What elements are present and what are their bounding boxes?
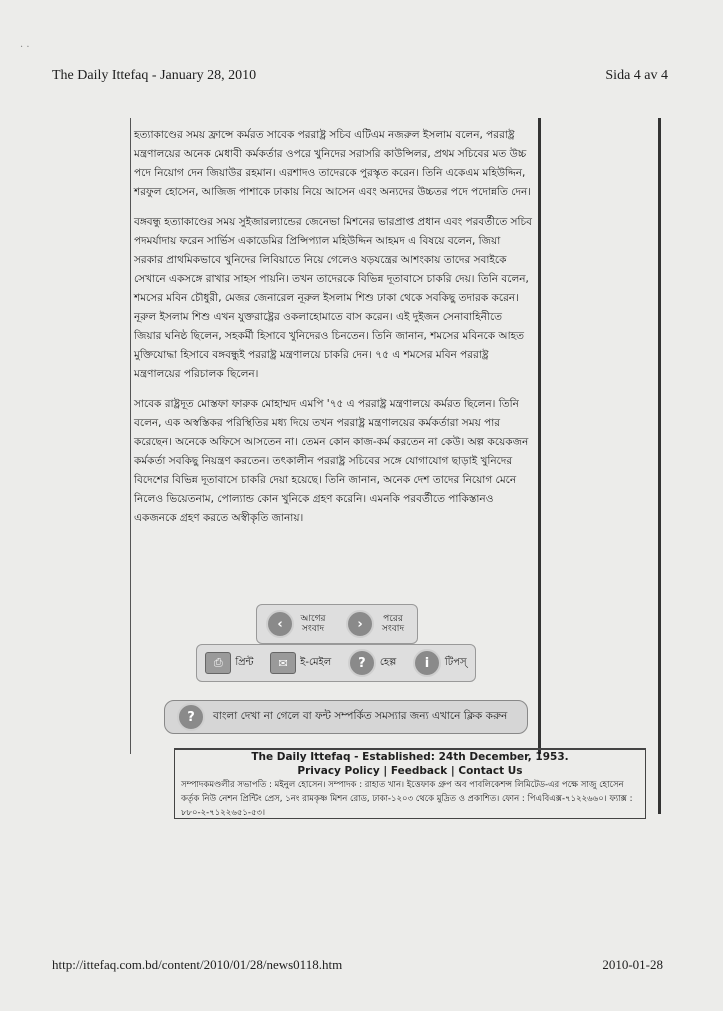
print-footer: [52, 957, 663, 973]
footer-credits: সম্পাদকমণ্ডলীর সভাপতি : মইনুল হোসেন। সম্পাদক : রাহাত খান। ইত্তেফাক গ্রুপ অব পাবলিকেশন্স লিমিটেড-এর পক্ষে সাজু হোসেন কর্তৃক নিউ নেশন প্রিন্টিং প্রেস, ১নং রামকৃষ্ণ মিশন রোড, ঢাকা-১২০৩ থেকে মুদ্রিত ও প্রকাশিত। ফোন : পিএবিএক্স-৭১২২৬৬০। ফ্যাক্স : ৮৮০-২-৭১২২৬৫১-৫৩।: [181, 780, 633, 818]
tips-label: টিপস্: [444, 656, 467, 668]
scan-speck: · ·: [20, 42, 30, 53]
news-navigation: [256, 604, 418, 644]
previous-news-button[interactable]: [266, 610, 328, 638]
frame-outer-rule: [658, 118, 661, 814]
contact-us-link[interactable]: Contact Us: [458, 765, 523, 777]
header-page-number: Sida 4 av 4: [605, 68, 668, 83]
font-help-link[interactable]: [164, 700, 528, 734]
previous-news-label: আগের সংবাদ: [300, 614, 326, 634]
footer-date: 2010-01-28: [602, 957, 663, 972]
print-header: [52, 68, 668, 84]
article-paragraph: হত্যাকাণ্ডের সময় ফ্রান্সে কর্মরত সাবেক পররাষ্ট্র সচিব এটিএম নজরুল ইসলাম বলেন, পররাষ্ট্র মন্ত্রণালয়ের অনেক মেধাবী কর্মকর্তার ওপরে খুনিদের সরাসরি কাউন্সিলর, প্রথম সচিবের মত উচ্চ পদে নিয়োগ দেন জিয়াউর রহমান। এরশাদও তাদেরকে পুরস্কৃত করেন। তিনি একেএম মহিউদ্দিন, শরফুল হোসেন, আজিজ পাশাকে ঢাকায় নিয়ে আসেন এবং অন্যদের উচ্চতর পদে পদোন্নতি দেন।: [134, 129, 532, 198]
arrow-left-icon: ‹: [266, 610, 294, 638]
frame-right-rule: [538, 118, 541, 754]
info-icon: i: [413, 649, 441, 677]
article-paragraph: সাবেক রাষ্ট্রদূত মোস্তফা ফারুক মোহাম্মদ এমপি '৭৫ এ পররাষ্ট্র মন্ত্রণালয়ে কর্মরত ছিলেন। তিনি বলেন, এক অস্বস্তিকর পরিস্থিতির মধ্য দিয়ে তখন পররাষ্ট্র মন্ত্রণালয়ের কর্মকর্তারা সময় পার করেছেন। অনেকে অফিসে আসতেন না। তেমন কোন কাজ-কর্ম করতেন না কেউ। অল্প কয়েকজন কর্মকর্তা সবকিছু নিয়ন্ত্রণ করতেন। তৎকালীন পররাষ্ট্র সচিবের সঙ্গে যোগাযোগ ছাড়াই খুনিদের বিদেশের বিভিন্ন দূতাবাসে চাকরি দেয়া হয়েছে। তিনি জানান, অনেক দেশ তাদের নিয়োগ মেনে নিলেও ভিয়েতনাম, পোল্যান্ড কোন খুনিকে গ্রহণ করেনি। এমনকি পরবর্তীতে পাকিস্তানও একজনকে গ্রহণ করতে অস্বীকৃতি জানায়।: [134, 398, 529, 524]
article-paragraph: বঙ্গবন্ধু হত্যাকাণ্ডের সময় সুইজারল্যান্ডের জেনেভা মিশনের ভারপ্রাপ্ত প্রধান এবং পরবর্তীতে সচিব পদমর্যাদায় ফরেন সার্ভিস একাডেমির প্রিন্সিপ্যাল মহিউদ্দিন আহমদ এ বিষয়ে বলেন, জিয়া সরকার প্রাথমিকভাবে খুনিদের লিবিয়াতে নিয়ে গেলেও ষড়যন্ত্রের আশংকায় তাদের সবাইকে সেখানে একসঙ্গে রাখার সাহস পায়নি। তখন তাদেরকে বিভিন্ন দূতাবাসে চাকরি দেয়। তিনি বলেন, শমসের মবিন চৌধুরী, মেজর জেনারেল নূরুল ইসলাম শিশু ঢাকা থেকে সবকিছু তদারক করেন। নূরুল ইসলাম শিশু এখন যুক্তরাষ্ট্রের ওকলাহোমাতে বাস করেন। এই দুইজন সেনাবাহিনীতে জিয়ার ঘনিষ্ঠ ছিলেন, সহকর্মী হিসাবে খুনিদেরও চিনতেন। তিনি জানান, শমসের মবিনকে আহত মুক্তিযোদ্ধা হিসাবে বঙ্গবন্ধুই পররাষ্ট্র মন্ত্রণালয়ে চাকরি দেন। ৭৫ এ শমসের মবিন পররাষ্ট্র মন্ত্রণালয়ের পরিচালক ছিলেন।: [134, 216, 533, 380]
tips-button[interactable]: [413, 649, 467, 677]
next-news-button[interactable]: [346, 610, 408, 638]
question-icon: ?: [348, 649, 376, 677]
help-label: হেল্প: [379, 656, 397, 668]
footer-separator: |: [447, 765, 459, 777]
print-label: প্রিন্ট: [235, 656, 254, 668]
privacy-policy-link[interactable]: Privacy Policy: [297, 765, 380, 777]
help-button[interactable]: [348, 649, 396, 677]
print-button[interactable]: [205, 652, 253, 674]
site-footer: [174, 748, 646, 819]
font-help-text: বাংলা দেখা না গেলে বা ফন্ট সম্পর্কিত সমস্যার জন্য এখানে ক্লিক করুন: [213, 709, 508, 722]
email-button[interactable]: [270, 652, 331, 674]
email-label: ই-মেইল: [300, 656, 332, 668]
printer-icon: ⎙: [205, 652, 231, 674]
footer-links: [175, 764, 645, 778]
header-source: The Daily Ittefaq - January 28, 2010: [52, 68, 257, 83]
feedback-link[interactable]: Feedback: [390, 765, 448, 777]
next-news-label: পরের সংবাদ: [381, 614, 405, 634]
arrow-right-icon: ›: [346, 610, 374, 638]
footer-url: http://ittefaq.com.bd/content/2010/01/28/news0118.htm: [52, 957, 343, 972]
article-body: [134, 126, 532, 539]
mail-icon: ✉: [270, 652, 296, 674]
footer-established: The Daily Ittefaq - Established: 24th December, 1953.: [251, 751, 569, 763]
frame-left-rule: [130, 118, 131, 754]
question-icon: ?: [177, 703, 205, 731]
footer-separator: |: [379, 765, 391, 777]
article-toolbar: [196, 644, 476, 682]
